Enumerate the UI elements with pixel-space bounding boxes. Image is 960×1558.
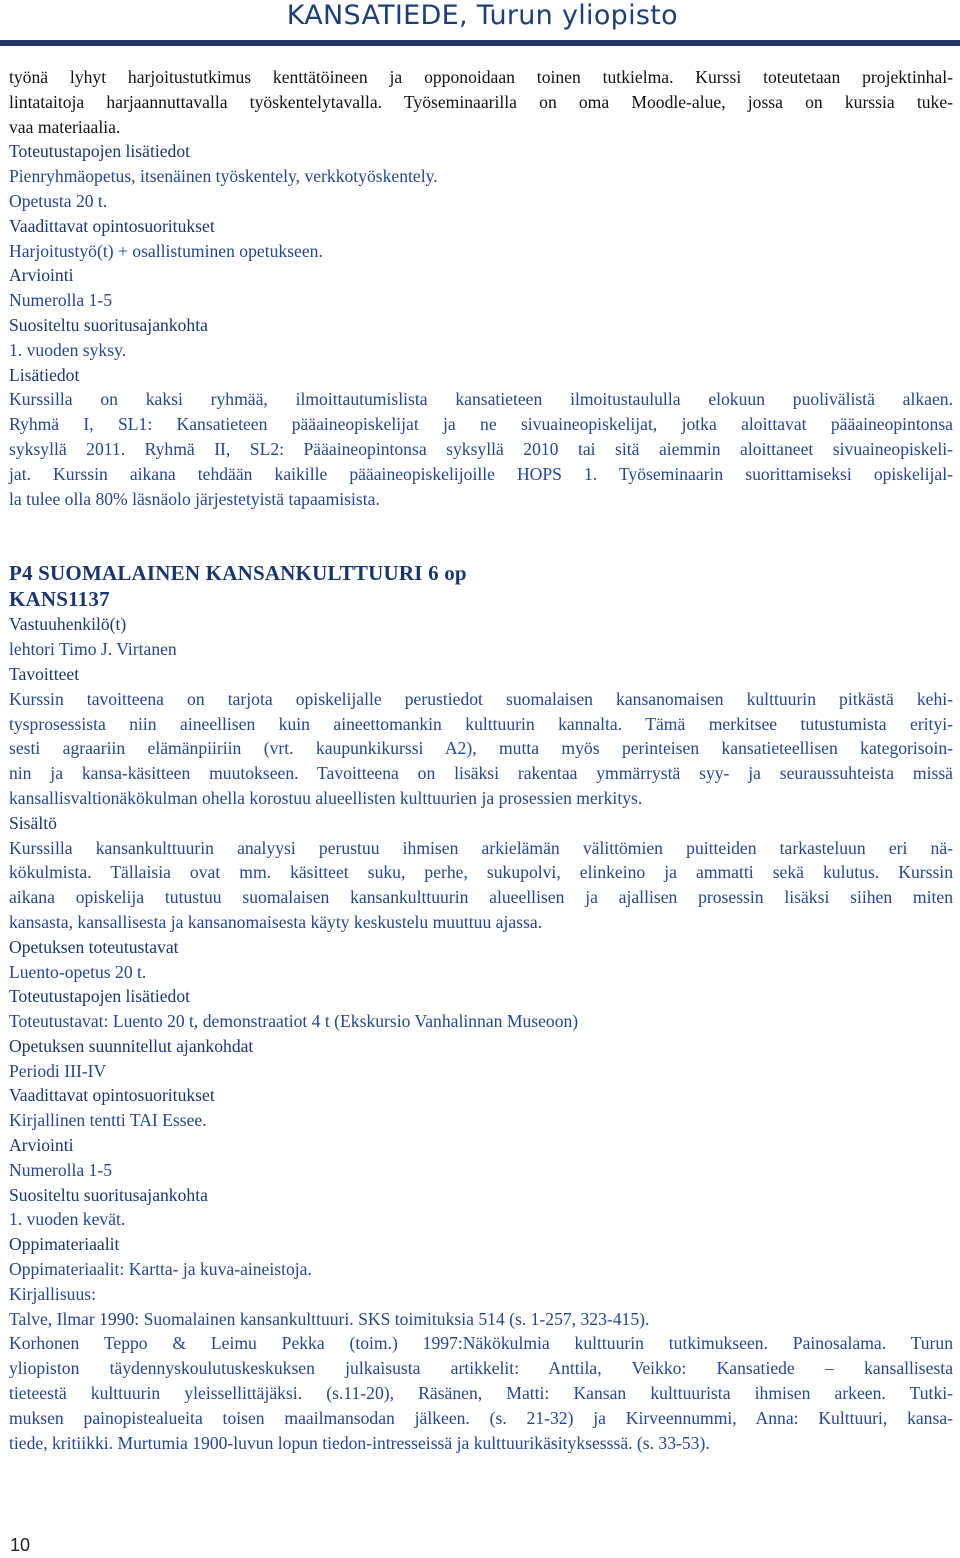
lisatiedot-paragraph <box>9 387 953 511</box>
suositeltu-text: 1. vuoden syksy. <box>9 339 127 360</box>
reference-line: tiede, kritiikki. Murtumia 1900-luvun lopun tiedon-intresseissä ja kulttuurikäsityksesssä. (s. 33-53). <box>9 1432 710 1453</box>
toteutustapojen-text: Pienryhmäopetus, itsenäinen työskentely, verkkotyöskentely. <box>9 166 438 187</box>
sisalto-heading: Sisältö <box>9 812 57 833</box>
tavoitteet-paragraph <box>9 687 953 811</box>
tavoitteet-line: Kurssin tavoitteena on tarjota opiskelijalle perustiedot suomalaisen kansanomaisen kulttuurin pitkästä kehi- <box>9 688 953 709</box>
sisalto-line: kansasta, kansallisesta ja kansanomaisesta käyty keskustelu muuttuu ajassa. <box>9 911 543 932</box>
kirjallisuus-label: Kirjallisuus: <box>9 1283 96 1304</box>
lisatiedot-line: la tulee olla 80% läsnäolo järjestetyistä tapaamisista. <box>9 488 380 509</box>
sisalto-line: Kurssilla kansankulttuurin analyysi perustuu ihmisen arkielämän välittömien puitteiden tarkasteluun eri nä- <box>9 837 953 858</box>
reference-line: muksen painopistealueita toisen maailmansodan jälkeen. (s. 21-32) ja Kirveennummi, Anna: Kulttuuri, kansa- <box>9 1407 953 1428</box>
vaadittavat-text: Harjoitustyö(t) + osallistuminen opetukseen. <box>9 240 323 261</box>
course-code: KANS1137 <box>9 587 110 612</box>
course-title: P4 SUOMALAINEN KANSANKULTTUURI 6 op <box>9 561 467 586</box>
reference-talve: Talve, Ilmar 1990: Suomalainen kansankulttuuri. SKS toimituksia 514 (s. 1-257, 323-415). <box>9 1308 650 1329</box>
toteutustavat-heading: Opetuksen toteutustavat <box>9 936 179 957</box>
toteutustapojen-heading: Toteutustapojen lisätiedot <box>9 986 191 1007</box>
lisatiedot-line: Kurssilla on kaksi ryhmää, ilmoittautumislista kansatieteen ilmoitustaululla elokuun puolivälistä alkaen. <box>9 389 953 410</box>
tavoitteet-line: nin ja kansa-käsitteen muutokseen. Tavoitteena on lisäksi rakentaa ymmärrystä syy- ja seuraussuhteista missä <box>9 763 953 784</box>
intro-paragraph <box>9 65 953 139</box>
reference-line: tieteestä kulttuurin yleissellittäjäksi. (s.11-20), Räsänen, Matti: Kansan kulttuurista ihmisen arkeen. Tutki- <box>9 1383 953 1404</box>
page-header <box>0 0 960 52</box>
arviointi-text: Numerolla 1-5 <box>9 290 113 311</box>
reference-line: yliopiston täydennyskoulutuskeskuksen julkaisusta artikkelit: Anttila, Veikko: Kansatiede – kansallisesta <box>9 1358 953 1379</box>
tavoitteet-line: tysprosessista niin aineellisen kuin aineettomankin kulttuurin kannalta. Tämä merkitsee tutustumista erityi- <box>9 713 953 734</box>
vaadittavat-text: Kirjallinen tentti TAI Essee. <box>9 1110 207 1131</box>
vastuuhenkilo-heading: Vastuuhenkilö(t) <box>9 614 127 635</box>
suositeltu-text: 1. vuoden kevät. <box>9 1209 126 1230</box>
page-content <box>9 65 953 1455</box>
reference-korhonen <box>9 1331 953 1455</box>
toteutustavat-text: Luento-opetus 20 t. <box>9 961 147 982</box>
page-number: 10 <box>10 1535 31 1555</box>
section-spacer <box>9 511 953 560</box>
reference-line: Korhonen Teppo & Leimu Pekka (toim.) 1997:Näkökulmia kulttuurin tutkimukseen. Painosalama. Turun <box>9 1333 953 1354</box>
intro-line: työnä lyhyt harjoitustutkimus kenttätöineen ja opponoidaan toinen tutkielma. Kurssi toteutetaan projektinhal- <box>9 67 953 87</box>
toteutustapojen-heading: Toteutustapojen lisätiedot <box>9 141 191 162</box>
oppimateriaalit-heading: Oppimateriaalit <box>9 1234 120 1255</box>
arviointi-text: Numerolla 1-5 <box>9 1159 113 1180</box>
intro-line: vaa materiaalia. <box>9 116 121 137</box>
vastuuhenkilo-text: lehtori Timo J. Virtanen <box>9 639 177 660</box>
tavoitteet-line: sesti agraariin elämänpiiriin (vrt. kaupunkikurssi A2), mutta myös perinteisen kansatieteellisen kategorisoin- <box>9 738 953 759</box>
sisalto-line: aikana opiskelija tutustuu suomalaisen kansankulttuurin alueellisen ja ajallisen prosessin lisäksi siihen miten <box>9 887 953 908</box>
oppimateriaalit-text: Oppimateriaalit: Kartta- ja kuva-aineistoja. <box>9 1259 312 1280</box>
lisatiedot-line: jat. Kurssin aikana tehdään kaikille pääaineopiskelijoille HOPS 1. Työseminaarin suorittamiseksi opiskelijal- <box>9 463 953 484</box>
suositeltu-heading: Suositeltu suoritusajankohta <box>9 1184 208 1205</box>
arviointi-heading: Arviointi <box>9 265 74 286</box>
sisalto-paragraph <box>9 836 953 935</box>
tavoitteet-line: kansallisvaltionäkökulman ohella korostuu alueellisten kulttuurien ja prosessien merkitys. <box>9 787 643 808</box>
ajankohdat-text: Periodi III-IV <box>9 1060 107 1081</box>
lisatiedot-line: syksyllä 2011. Ryhmä II, SL2: Pääaineopintonsa syksyllä 2010 tai sitä aiemmin aloittaneet sivuaineopiskeli- <box>9 438 953 459</box>
arviointi-heading: Arviointi <box>9 1135 74 1156</box>
lisatiedot-line: Ryhmä I, SL1: Kansatieteen pääaineopiskelijat ja ne sivuaineopiskelijat, jotka aloittavat pääaineopintonsa <box>9 414 953 435</box>
vaadittavat-heading: Vaadittavat opintosuoritukset <box>9 215 215 236</box>
opetusta-text: Opetusta 20 t. <box>9 190 108 211</box>
ajankohdat-heading: Opetuksen suunnitellut ajankohdat <box>9 1035 254 1056</box>
tavoitteet-heading: Tavoitteet <box>9 663 80 684</box>
header-rule <box>0 40 960 46</box>
lisatiedot-heading: Lisätiedot <box>9 364 80 385</box>
toteutustapojen-text: Toteutustavat: Luento 20 t, demonstraatiot 4 t (Ekskursio Vanhalinnan Museoon) <box>9 1011 579 1032</box>
suositeltu-heading: Suositeltu suoritusajankohta <box>9 314 208 335</box>
sisalto-line: kökulmista. Tällaisia ovat mm. käsitteet suku, perhe, sukupolvi, elinkeino ja ammatti sekä kulutus. Kurssin <box>9 862 953 883</box>
vaadittavat-heading: Vaadittavat opintosuoritukset <box>9 1085 215 1106</box>
intro-line: lintataitoja harjaannuttavalla työskentelytavalla. Työseminaarilla on oma Moodle-alue, jossa on kurssia tuke- <box>9 91 953 112</box>
header-title: KANSATIEDE, Turun yliopisto <box>286 0 678 31</box>
